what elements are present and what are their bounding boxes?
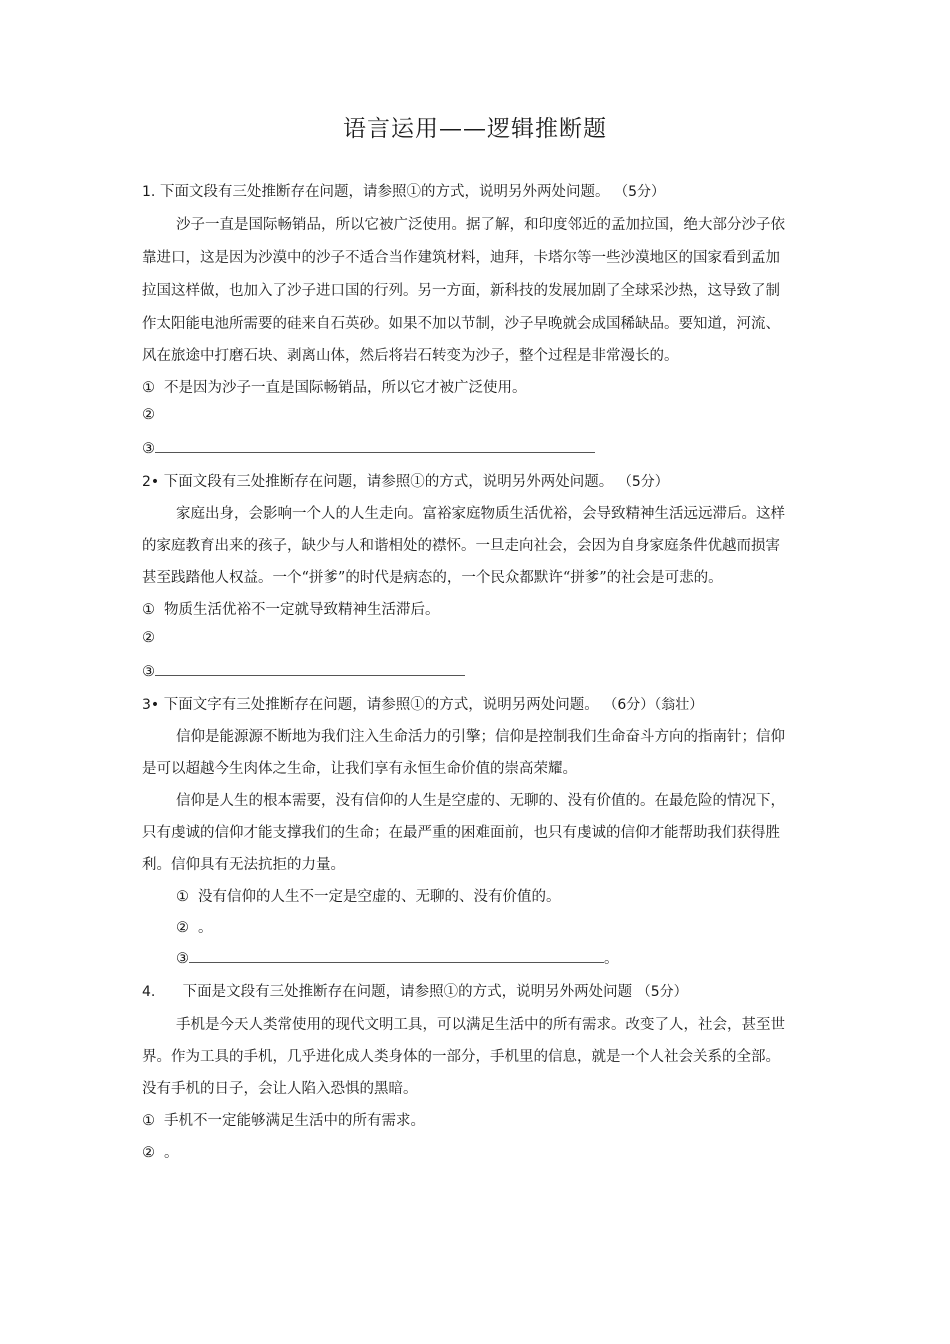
question-1-answer-1: ① 不是因为沙子一直是国际畅销品，所以它才被广泛使用。 [142, 380, 527, 396]
question-4-passage-line: 没有手机的日子，会让人陷入恐惧的黑暗。 [142, 1081, 418, 1097]
question-1-passage-line: 沙子一直是国际畅销品，所以它被广泛使用。据了解，和印度邻近的孟加拉国，绝大部分沙子依 [176, 217, 785, 233]
question-1-passage-line: 靠进口，这是因为沙漠中的沙子不适合当作建筑材料，迪拜，卡塔尔等一些沙漠地区的国家看到孟加 [142, 250, 780, 266]
question-3-passage-line: 利。信仰具有无法抗拒的力量。 [142, 857, 345, 873]
question-1-number: 1. [142, 184, 156, 200]
question-1-passage-line: 拉国这样做，也加入了沙子进口国的行列。另一方面，新科技的发展加剧了全球采沙热，这导致了制 [142, 283, 780, 299]
question-1-answer-3[interactable]: ③ [142, 438, 595, 457]
question-4-answer-1: ① 手机不一定能够满足生活中的所有需求。 [142, 1113, 425, 1129]
question-3-answer-3[interactable]: ③ 。 [176, 947, 619, 968]
question-3-number: 3• [142, 697, 160, 713]
question-4-answer-2[interactable]: ② 。 [142, 1145, 179, 1161]
question-3-prompt: 3• 下面文字有三处推断存在问题，请参照①的方式，说明另两处问题。 （6分）（翁壮） [142, 697, 704, 713]
question-1-passage-line: 风在旅途中打磨石块、剥离山体，然后将岩石转变为沙子，整个过程是非常漫长的。 [142, 348, 679, 364]
answer-blank[interactable] [155, 438, 595, 453]
question-3-passage-line: 只有虔诚的信仰才能支撑我们的生命；在最严重的困难面前，也只有虔诚的信仰才能帮助我们获得胜 [142, 825, 780, 841]
answer-blank[interactable] [189, 948, 604, 963]
question-4-number: 4. [142, 984, 156, 1000]
question-2-passage-line: 的家庭教育出来的孩子，缺少与人和谐相处的襟怀。一旦走向社会，会因为自身家庭条件优越而损害 [142, 538, 780, 554]
question-2-answer-2[interactable]: ② [142, 630, 155, 646]
question-4-prompt: 4. 下面是文段有三处推断存在问题，请参照①的方式，说明另外两处问题 （5分） [142, 984, 688, 1000]
question-4-passage-line: 手机是今天人类常使用的现代文明工具，可以满足生活中的所有需求。改变了人，社会，甚至世 [176, 1017, 785, 1033]
question-3-answer-2[interactable]: ② 。 [176, 920, 213, 936]
question-2-answer-3[interactable]: ③ [142, 661, 465, 680]
question-3-passage-line: 信仰是人生的根本需要，没有信仰的人生是空虚的、无聊的、没有价值的。在最危险的情况下， [176, 793, 785, 809]
answer-blank[interactable] [155, 661, 465, 676]
question-4-passage-line: 界。作为工具的手机，几乎进化成人类身体的一部分，手机里的信息，就是一个人社会关系的全部。 [142, 1049, 780, 1065]
page-title: 语言运用——逻辑推断题 [343, 116, 607, 142]
question-1-answer-2[interactable]: ② [142, 407, 155, 423]
question-1-prompt: 1. 下面文段有三处推断存在问题，请参照①的方式，说明另外两处问题。 （5分） [142, 184, 665, 200]
question-2-number: 2• [142, 474, 160, 490]
question-2-answer-1: ① 物质生活优裕不一定就导致精神生活滞后。 [142, 602, 440, 618]
question-3-passage-line: 信仰是能源源不断地为我们注入生命活力的引擎；信仰是控制我们生命奋斗方向的指南针；信仰 [176, 729, 785, 745]
question-3-answer-1: ① 没有信仰的人生不一定是空虚的、无聊的、没有价值的。 [176, 889, 561, 905]
question-1-passage-line: 作太阳能电池所需要的硅来自石英砂。如果不加以节制，沙子早晚就会成国稀缺品。要知道，河流、 [142, 316, 780, 332]
question-3-passage-line: 是可以超越今生肉体之生命，让我们享有永恒生命价值的崇高荣耀。 [142, 761, 577, 777]
question-2-prompt: 2• 下面文段有三处推断存在问题，请参照①的方式，说明另外两处问题。 （5分） [142, 474, 669, 490]
question-2-passage-line: 家庭出身，会影响一个人的人生走向。富裕家庭物质生活优裕，会导致精神生活远远滞后。这样 [176, 506, 785, 522]
question-2-passage-line: 甚至践踏他人权益。一个“拼爹”的时代是病态的，一个民众都默许“拼爹”的社会是可悲的。 [142, 570, 723, 586]
